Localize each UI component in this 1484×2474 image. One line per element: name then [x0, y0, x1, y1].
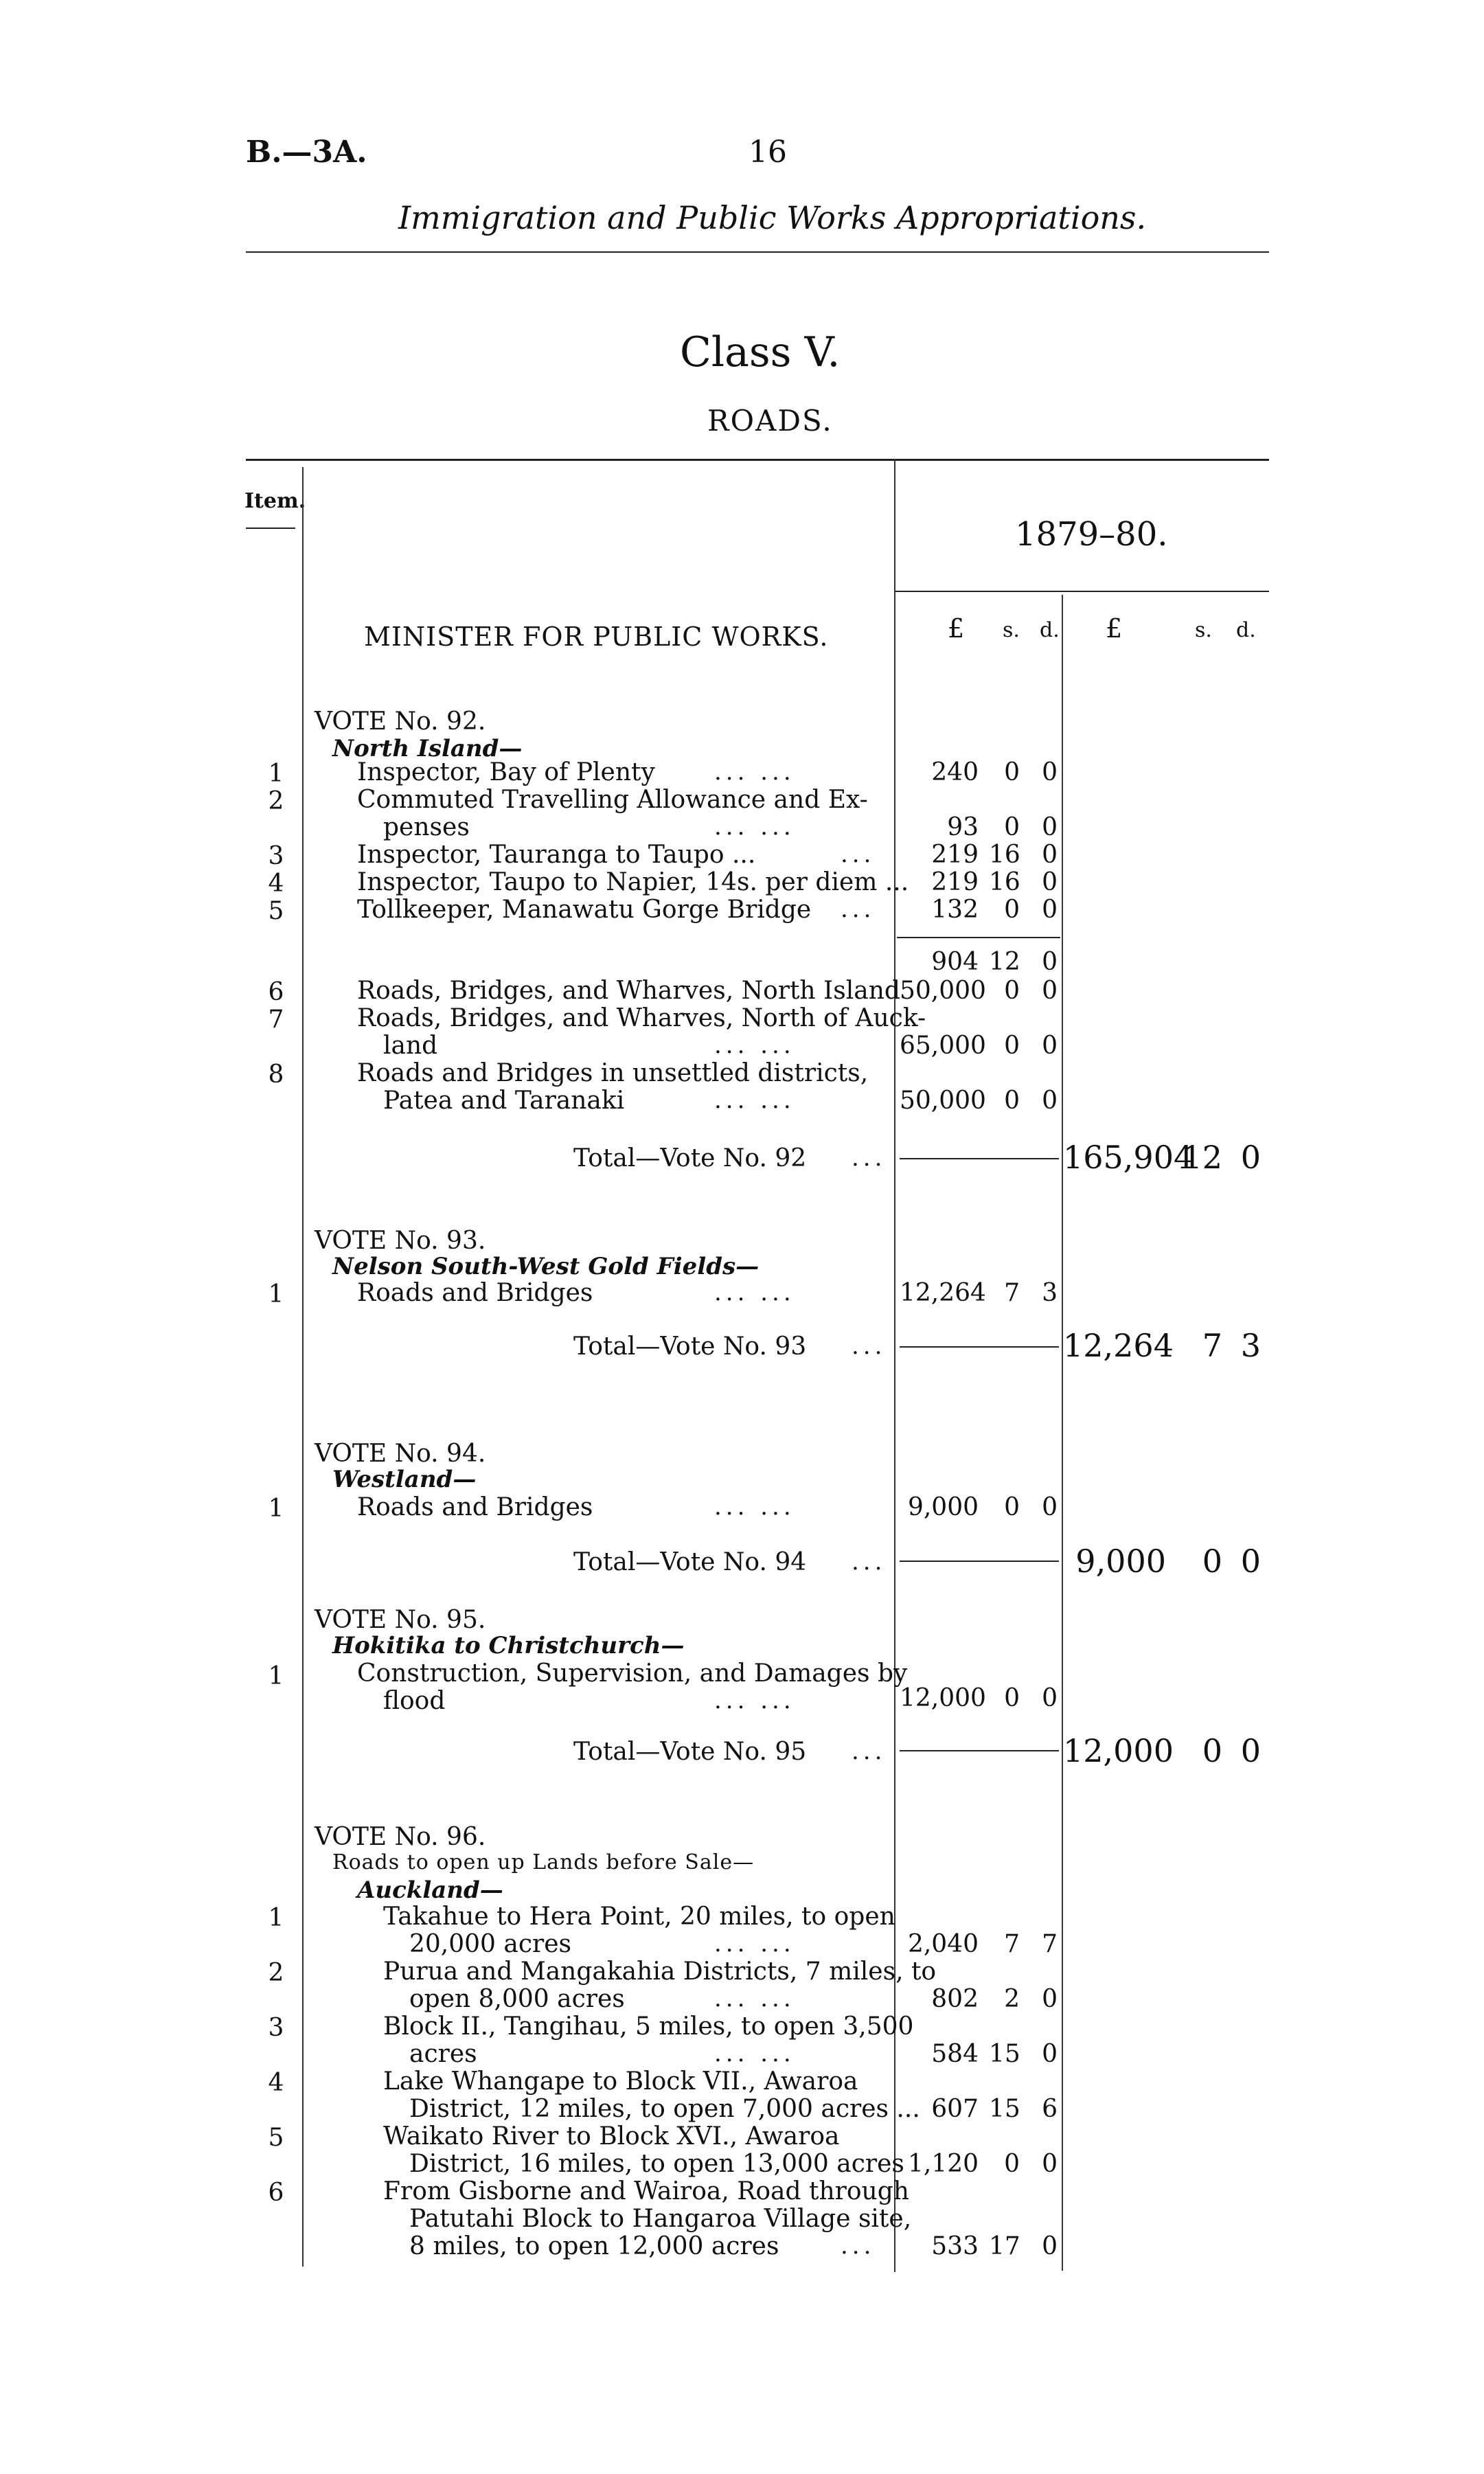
item-column-divider — [302, 467, 304, 2267]
vote-92-title: VOTE No. 92. — [315, 707, 486, 736]
item-column-header: Item. — [244, 489, 306, 513]
vote-94-subtitle: Westland— — [332, 1466, 477, 1493]
table-top-rule — [246, 459, 1269, 461]
vote-95-title: VOTE No. 95. — [315, 1606, 486, 1634]
year-header: 1879–80. — [1015, 515, 1168, 554]
header-rule — [246, 251, 1269, 253]
page-number: 16 — [749, 135, 787, 170]
total-shillings-header: s. — [1195, 618, 1212, 642]
vote-92-subtitle: North Island— — [332, 735, 523, 762]
total-column-divider — [1062, 595, 1063, 2271]
vote-93-subtitle: Nelson South-West Gold Fields— — [332, 1253, 760, 1280]
document-code: B.—3A. — [246, 135, 367, 170]
vote-96-subtitle: Roads to open up Lands before Sale— — [332, 1850, 755, 1874]
class-title: Class V. — [680, 328, 841, 376]
vote-93-title: VOTE No. 93. — [315, 1227, 486, 1255]
running-title: Immigration and Public Works Appropriations. — [398, 199, 1147, 236]
minister-heading: MINISTER FOR PUBLIC WORKS. — [364, 622, 829, 652]
vote-94-title: VOTE No. 94. — [315, 1440, 486, 1468]
vote-96-region: Auckland— — [357, 1876, 503, 1904]
total-pounds-header: £ — [1106, 613, 1123, 644]
pence-header: d. — [1040, 618, 1060, 642]
item-header-rule — [246, 527, 295, 529]
amount-column-divider — [894, 459, 895, 2272]
vote-92-subtotal-rule — [897, 937, 1060, 938]
year-rule — [895, 591, 1269, 592]
total-pence-header: d. — [1236, 618, 1256, 642]
vote-95-subtitle: Hokitika to Christchurch— — [332, 1632, 685, 1659]
vote-96-title: VOTE No. 96. — [315, 1823, 486, 1851]
section-title: ROADS. — [707, 404, 833, 438]
pounds-header: £ — [948, 613, 965, 644]
shillings-header: s. — [1003, 618, 1020, 642]
